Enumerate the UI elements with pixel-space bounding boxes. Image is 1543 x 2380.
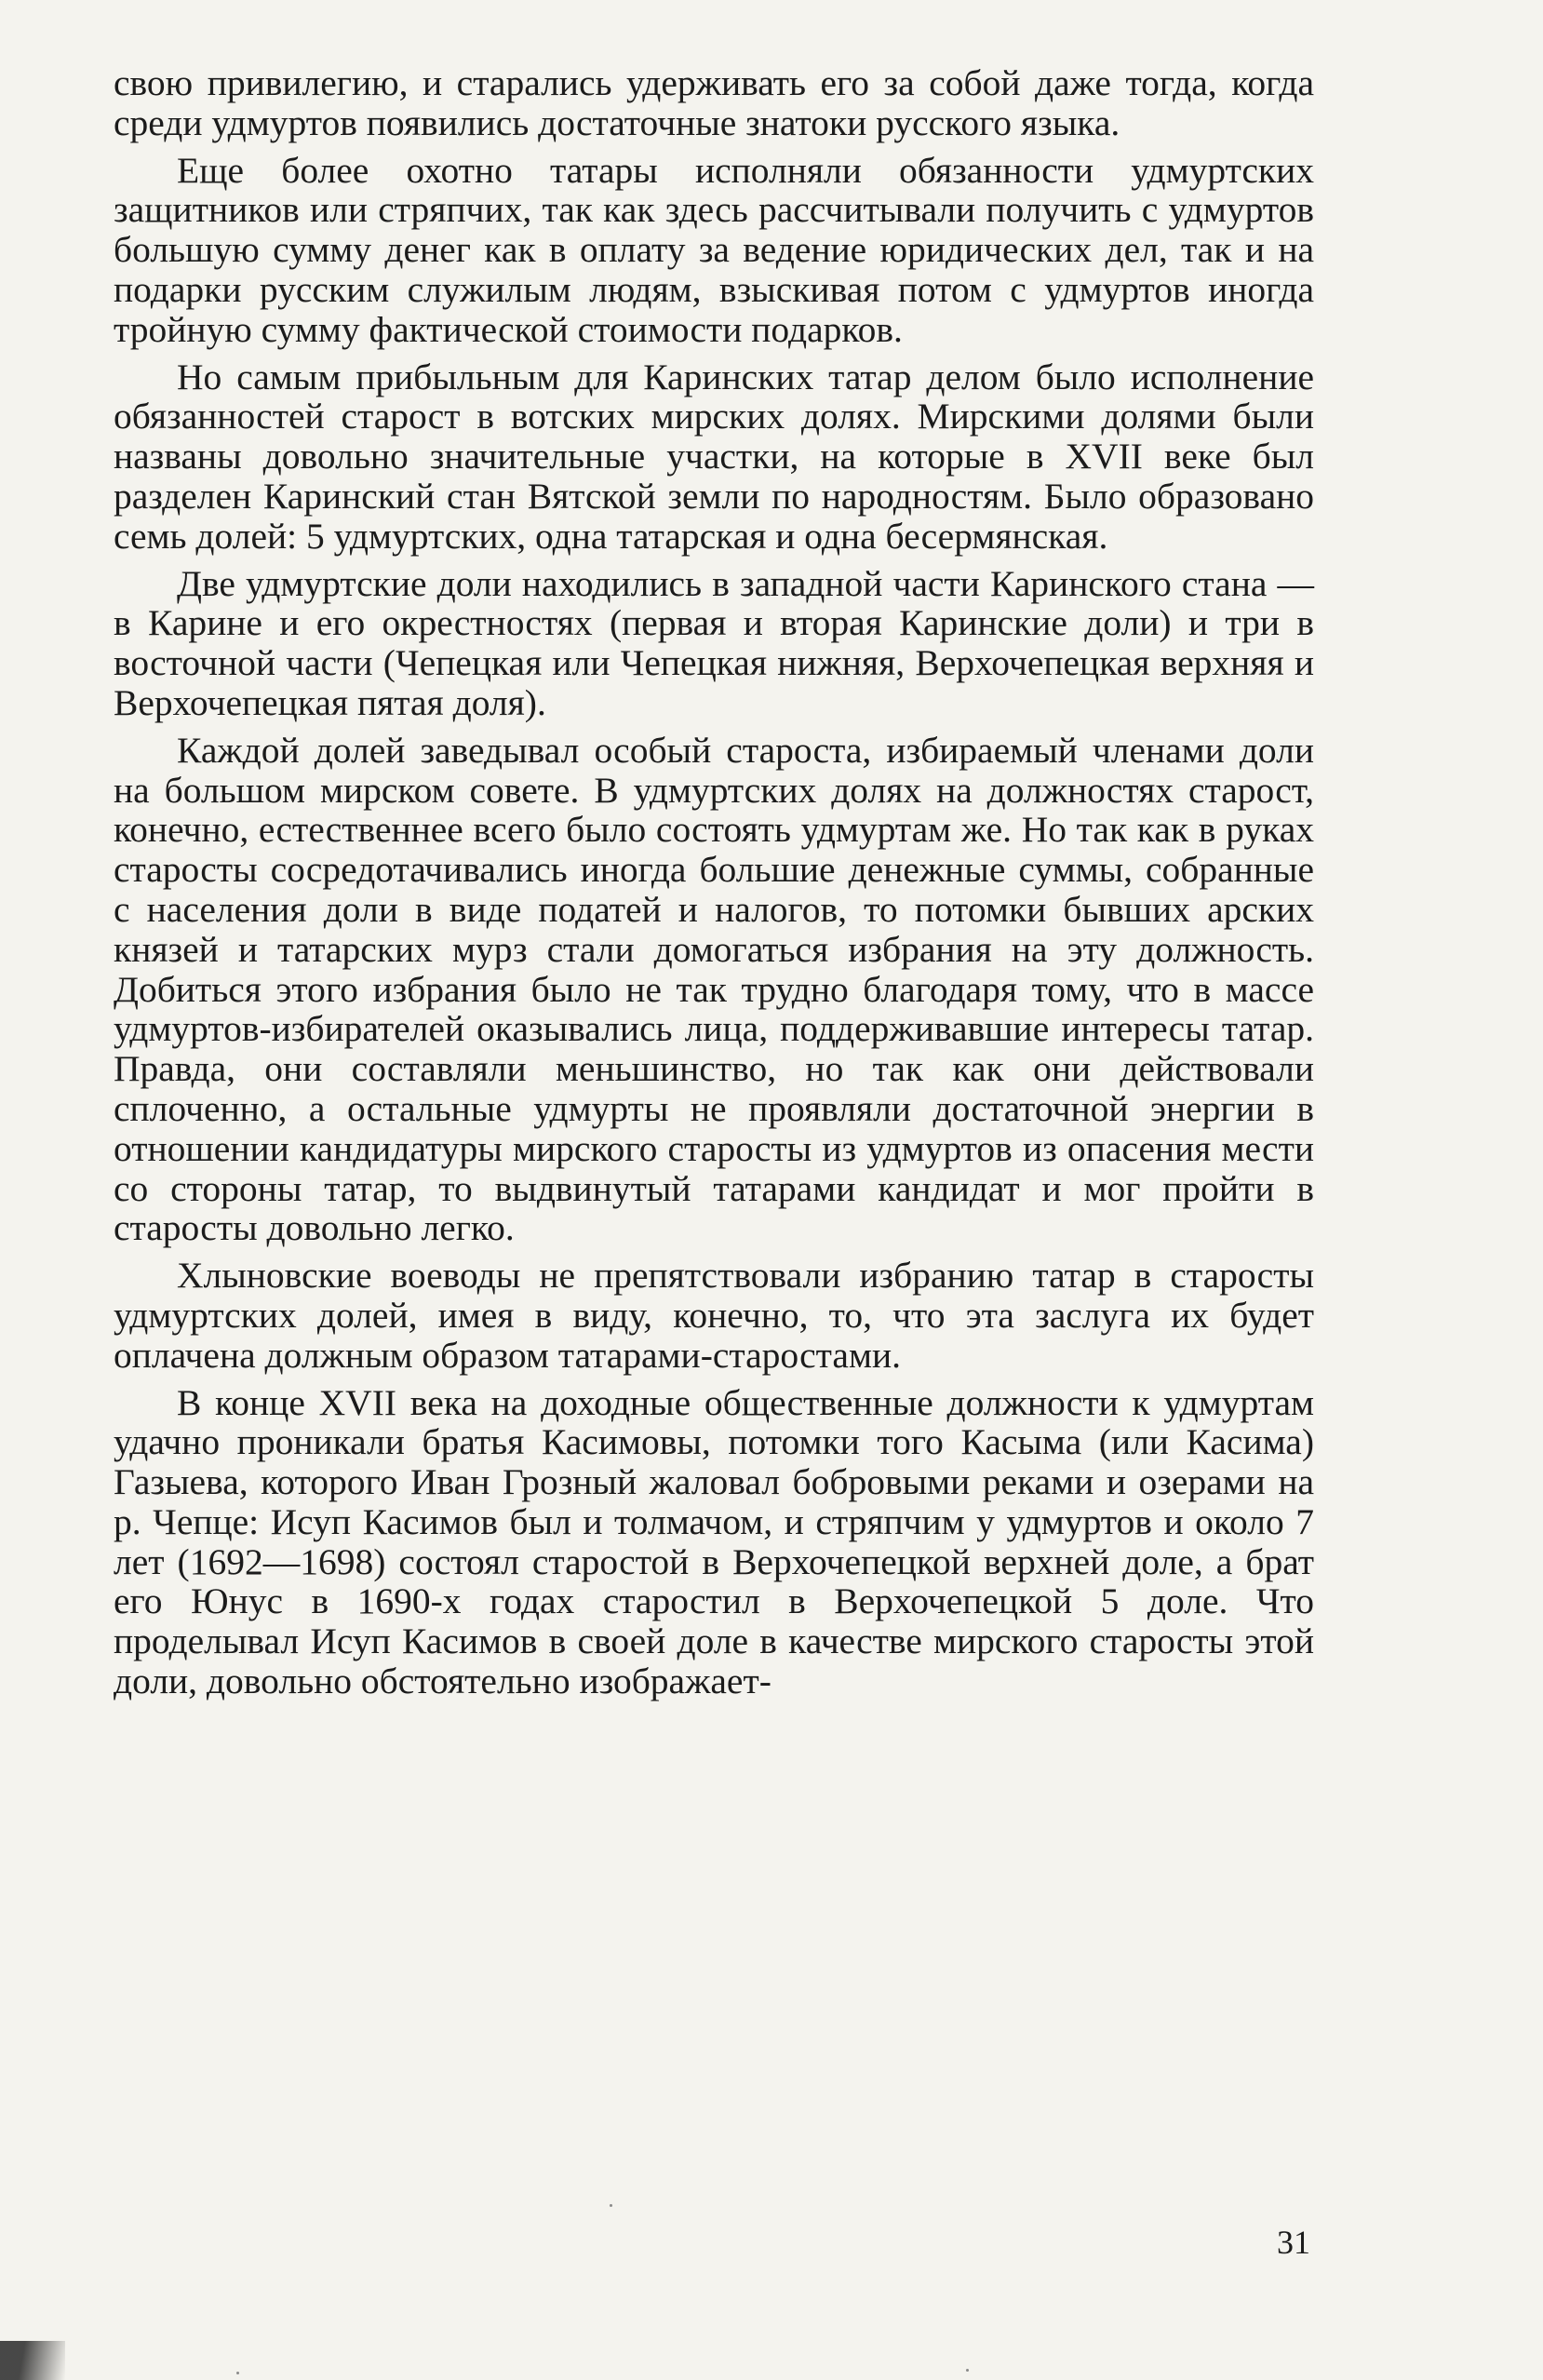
page-number: 31 — [1277, 2224, 1310, 2261]
paragraph-continued: свою привилегию, и старались удерживать его за собой даже тогда, когда среди удмуртов появились достаточные знатоки русского языка. — [114, 62, 1314, 143]
body-text — [114, 63, 1314, 1709]
paragraph-elders: Каждой долей заведывал особый староста, избираемый членами доли на большом мирском совете. В удмуртских долях на должностях старост, конечно, естественнее всего было состоять удмуртам же. Но так как в руках старосты сосредотачивались иногда большие денежные суммы, собранные с населения доли в виде податей и налогов, то потомки бывших арских князей и татарских мурз стали домогаться избрания на эту должность. Добиться этого избрания было не так трудно благодаря тому, что в массе удмуртов-избирателей оказывались лица, поддерживавшие интересы татар. Правда, они составляли меньшинство, но так как они действовали сплоченно, а остальные удмурты не проявляли достаточной энергии в отношении кандидатуры мирского старосты из удмуртов из опасения мести со стороны татар, то выдвинутый татарами кандидат и мог пройти в старосты довольно легко. — [114, 729, 1314, 1249]
paragraph-udmurt-shares: Две удмуртские доли находились в западной части Каринского стана — в Карине и его окрестностях (первая и вторая Каринские доли) и три в восточной части (Чепецкая или Чепецкая нижняя, Верхочепецкая верхняя и Верхочепецкая пятая доля). — [114, 562, 1314, 723]
paragraph-mir-shares: Но самым прибыльным для Каринских татар делом было исполнение обязанностей старост в вотских мирских долях. Мирскими долями были названы довольно значительные участки, на которые в XVII веке был разделен Каринский стан Вятской земли по народностям. Было образовано семь долей: 5 удмуртских, одна татарская и одна бесермянская. — [114, 356, 1314, 557]
scan-edge-shadow — [0, 2341, 65, 2380]
paragraph-voevodas: Хлыновские воеводы не препятствовали избранию татар в старосты удмуртских долей, имея в виду, конечно, то, что эта заслуга их будет оплачена должным образом татарами-старостами. — [114, 1255, 1314, 1376]
scan-speck — [610, 2204, 612, 2207]
paragraph-kasimov-brothers: В конце XVII века на доходные общественные должности к удмуртам удачно проникали братья Касимовы, потомки того Касыма (или Касима) Газыева, которого Иван Грозный жаловал бобровыми реками и озерами на р. Чепце: Исуп Касимов был и толмачом, и стряпчим у удмуртов и около 7 лет (1692—1698) состоял старостой в Верхочепецкой верхней доле, а брат его Юнус в 1690-х годах старостил в Верхочепецкой 5 доле. Что проделывал Исуп Касимов в своей доле в качестве мирского старосты этой доли, довольно обстоятельно изображает- — [114, 1381, 1314, 1702]
scan-speck — [966, 2369, 969, 2372]
scan-speck — [236, 2372, 239, 2374]
paragraph-tatars-advocates: Еще более охотно татары исполняли обязанности удмуртских защитников или стряпчих, так как здесь рассчитывали получить с удмуртов большую сумму денег как в оплату за ведение юридических дел, так и на подарки русским служилым людям, взыскивая потом с удмуртов иногда тройную сумму фактической стоимости подарков. — [114, 149, 1314, 350]
